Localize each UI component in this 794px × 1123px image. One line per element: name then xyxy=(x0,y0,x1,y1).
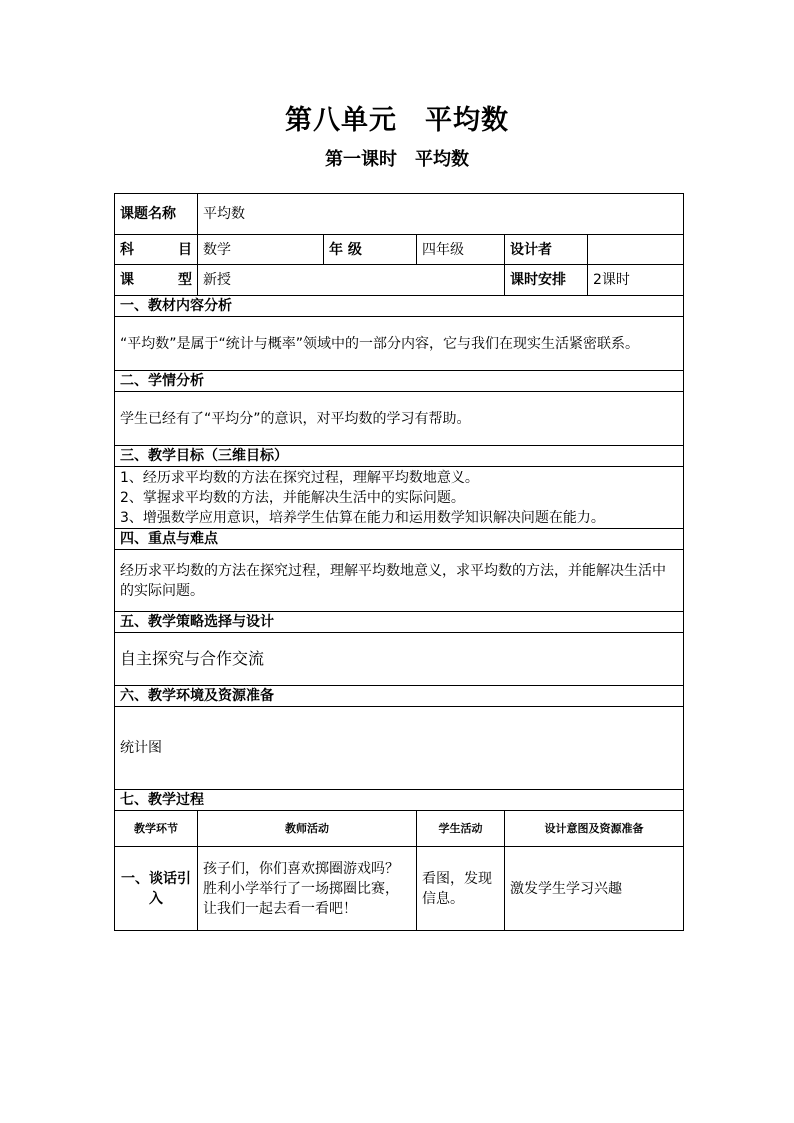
section-1-row xyxy=(115,317,684,371)
goal-item: 2、掌握求平均数的方法，并能解决生活中的实际问题。 xyxy=(120,489,465,506)
grade-label: 年 级 xyxy=(324,235,417,265)
goal-item: 1、经历求平均数的方法在探究过程，理解平均数地意义。 xyxy=(120,469,479,486)
hours-value: 2课时 xyxy=(588,265,684,296)
subject-label-b: 目 xyxy=(178,241,192,258)
lesson-plan-table xyxy=(114,193,684,931)
topic-value: 平均数 xyxy=(198,194,684,235)
process-stage: 一、谈话引入 xyxy=(115,847,198,931)
section-3-header xyxy=(115,446,684,467)
subject-label-a: 科 xyxy=(120,241,134,258)
process-intent: 激发学生学习兴趣 xyxy=(505,847,684,931)
section-7-header xyxy=(115,790,684,811)
section-5-body: 自主探究与合作交流 xyxy=(115,633,684,686)
grade-value: 四年级 xyxy=(417,235,505,265)
subject-value: 数学 xyxy=(198,235,324,265)
process-header-teacher: 教师活动 xyxy=(198,811,417,847)
goal-item: 3、增强数学应用意识，培养学生估算在能力和运用数学知识解决问题在能力。 xyxy=(120,509,605,526)
section-4-row xyxy=(115,550,684,612)
process-header-stage: 教学环节 xyxy=(115,811,198,847)
section-6-body: 统计图 xyxy=(115,707,684,790)
section-6-title: 六、教学环境及资源准备 xyxy=(115,686,684,707)
process-teacher: 孩子们，你们喜欢掷圈游戏吗？胜利小学举行了一场掷圈比赛，让我们一起去看一看吧！ xyxy=(198,847,417,931)
section-2-row xyxy=(115,392,684,446)
process-student: 看图，发现信息。 xyxy=(417,847,505,931)
process-header-student: 学生活动 xyxy=(417,811,505,847)
designer-label: 设计者 xyxy=(505,235,588,265)
section-1-title: 一、教材内容分析 xyxy=(115,296,684,317)
page-subtitle: 第一课时 平均数 xyxy=(325,149,469,170)
section-6-header xyxy=(115,686,684,707)
section-3-body xyxy=(115,467,684,529)
type-row xyxy=(115,265,684,296)
process-header-row xyxy=(115,811,684,847)
section-3-row xyxy=(115,467,684,529)
process-header-intent: 设计意图及资源准备 xyxy=(505,811,684,847)
type-value: 新授 xyxy=(198,265,505,296)
section-5-row xyxy=(115,633,684,686)
topic-row xyxy=(115,194,684,235)
section-5-title: 五、教学策略选择与设计 xyxy=(115,612,684,633)
section-4-header xyxy=(115,529,684,550)
section-4-body: 经历求平均数的方法在探究过程，理解平均数地意义，求平均数的方法，并能解决生活中的实际问题。 xyxy=(115,550,684,612)
type-label-a: 课 xyxy=(120,272,134,288)
designer-value xyxy=(588,235,684,265)
section-7-title: 七、教学过程 xyxy=(115,790,684,811)
type-label-b: 型 xyxy=(178,272,192,288)
section-6-row xyxy=(115,707,684,790)
section-4-title: 四、重点与难点 xyxy=(115,529,684,550)
section-2-body: 学生已经有了“平均分”的意识，对平均数的学习有帮助。 xyxy=(115,392,684,446)
hours-label: 课时安排 xyxy=(505,265,588,296)
process-row xyxy=(115,847,684,931)
page-title: 第八单元 平均数 xyxy=(285,105,509,136)
section-3-title: 三、教学目标（三维目标） xyxy=(115,446,684,467)
subject-label xyxy=(115,235,198,265)
section-1-header xyxy=(115,296,684,317)
subject-row xyxy=(115,235,684,265)
type-label xyxy=(115,265,198,296)
topic-label: 课题名称 xyxy=(115,194,198,235)
section-2-title: 二、学情分析 xyxy=(115,371,684,392)
section-5-header xyxy=(115,612,684,633)
section-1-body: “平均数”是属于“统计与概率”领域中的一部分内容，它与我们在现实生活紧密联系。 xyxy=(115,317,684,371)
section-2-header xyxy=(115,371,684,392)
